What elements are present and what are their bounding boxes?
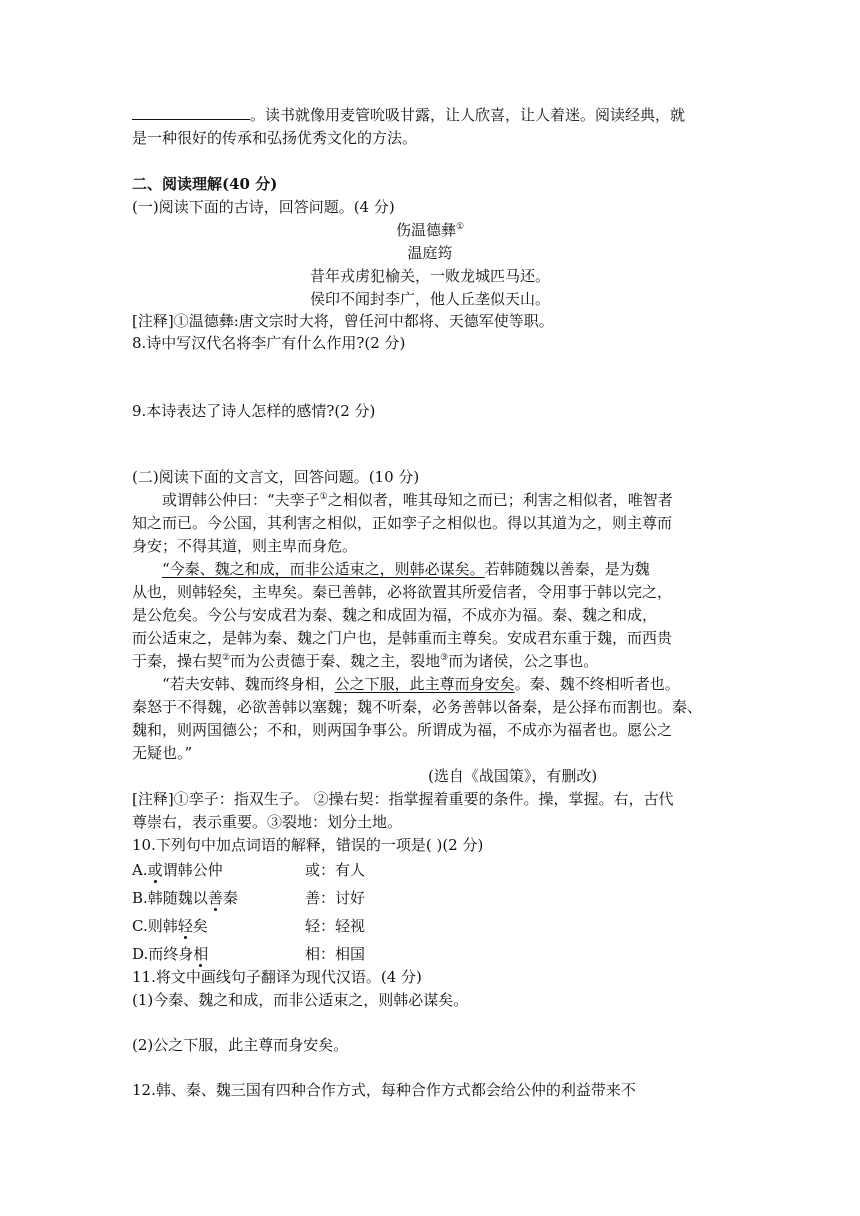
- passage-p2-line-5: 于秦，操右契②而为公责德于秦、魏之主，裂地③而为诸侯，公之事也。: [132, 652, 599, 670]
- poem-note: [注释]①温德彝:唐文宗时大将，曾任河中都将、天德军使等职。: [132, 312, 554, 330]
- passage-p2-line-1: “今秦、魏之和成，而非公适束之，则韩必谋矣。若韩随魏以善秦，是为魏: [162, 560, 650, 578]
- passage-note-2: 尊崇右，表示重要。③裂地：划分土地。: [132, 813, 403, 831]
- passage-source: (选自《战国策》，有删改): [428, 767, 598, 785]
- question-9: 9.本诗表达了诗人怎样的感情?(2 分): [132, 402, 376, 420]
- underlined-sentence-1: “今秦、魏之和成，而非公适束之，则韩必谋矣。: [162, 560, 485, 578]
- question-12: 12.韩、秦、魏三国有四种合作方式，每种合作方式都会给公仲的利益带来不: [132, 1081, 636, 1099]
- passage-p3-line-2: 秦怒于不得魏，必欲善韩以塞魏；魏不听秦，必务善韩以备秦，是公择布而割也。秦、: [132, 698, 703, 716]
- option-c-explanation: 轻：轻视: [305, 917, 366, 935]
- intro-line-1: 。读书就像用麦管吮吸甘露，让人欣喜，让人着迷。阅读经典，就: [132, 104, 685, 126]
- question-10: 10.下列句中加点词语的解释，错误的一项是( )(2 分): [132, 836, 484, 854]
- passage-p2-line-2: 从也，则韩轻矣，主卑矣。秦已善韩，必将欲置其所爱信者，令用事于韩以完之，: [132, 583, 673, 601]
- option-c[interactable]: C.则韩轻矣: [132, 917, 208, 935]
- option-d[interactable]: D.而终身相: [132, 945, 209, 963]
- passage-p1-line-3: 身安；不得其道，则主卑而身危。: [132, 537, 358, 555]
- question-11-1: (1)今秦、魏之和成，而非公适束之，则韩必谋矣。: [132, 991, 469, 1009]
- passage-p1-line-1: 或谓韩公仲曰：“夫孪子①之相似者，唯其母知之而已；利害之相似者，唯智者: [162, 491, 673, 509]
- option-b[interactable]: B.韩随魏以善秦: [132, 889, 238, 907]
- part1-instruction: (一)阅读下面的古诗，回答问题。(4 分): [132, 198, 395, 216]
- intro-line-2: 是一种很好的传承和弘扬优秀文化的方法。: [132, 129, 418, 147]
- question-11-2: (2)公之下服，此主尊而身安矣。: [132, 1036, 349, 1054]
- passage-p2-line-3: 是公危矣。今公与安成君为秦、魏之和成固为福，不成亦为福。秦、魏之和成，: [132, 606, 658, 624]
- option-b-explanation: 善：讨好: [305, 889, 366, 907]
- poem-title: 伤温德彝①: [395, 221, 465, 239]
- poem-verse-2: 侯印不闻封李广，他人丘垄似天山。: [309, 290, 550, 308]
- poem-author: 温庭筠: [407, 244, 453, 262]
- option-a[interactable]: A.或谓韩公仲: [132, 861, 223, 879]
- option-d-explanation: 相：相国: [305, 945, 366, 963]
- section-heading: 二、阅读理解(40 分): [132, 175, 278, 193]
- passage-p3-line-1: “若夫安韩、魏而终身相，公之下服，此主尊而身安矣。秦、魏不终相听者也。: [162, 675, 680, 693]
- passage-note-1: [注释]①孪子：指双生子。 ②操右契：指掌握着重要的条件。操，掌握。右，古代: [132, 790, 674, 808]
- passage-p1-line-2: 知之而已。今公国，其利害之相似，正如孪子之相似也。得以其道为之，则主尊而: [132, 514, 673, 532]
- passage-p3-line-3: 魏和，则两国德公；不和，则两国争事公。所谓成为福，不成亦为福者也。愿公之: [132, 721, 673, 739]
- passage-p3-line-4: 无疑也。”: [132, 744, 193, 762]
- underlined-sentence-2: 公之下服，此主尊而身安矣: [334, 675, 515, 693]
- answer-blank[interactable]: [132, 104, 250, 120]
- poem-verse-1: 昔年戎虏犯榆关，一败龙城匹马还。: [309, 267, 550, 285]
- question-11: 11.将文中画线句子翻译为现代汉语。(4 分): [132, 968, 422, 986]
- option-a-explanation: 或：有人: [305, 861, 366, 879]
- question-8: 8.诗中写汉代名将李广有什么作用?(2 分): [132, 334, 406, 352]
- part2-instruction: (二)阅读下面的文言文，回答问题。(10 分): [132, 468, 420, 486]
- passage-p2-line-4: 而公适束之，是韩为秦、魏之门户也，是韩重而主尊矣。安成君东重于魏，而西贵: [132, 629, 673, 647]
